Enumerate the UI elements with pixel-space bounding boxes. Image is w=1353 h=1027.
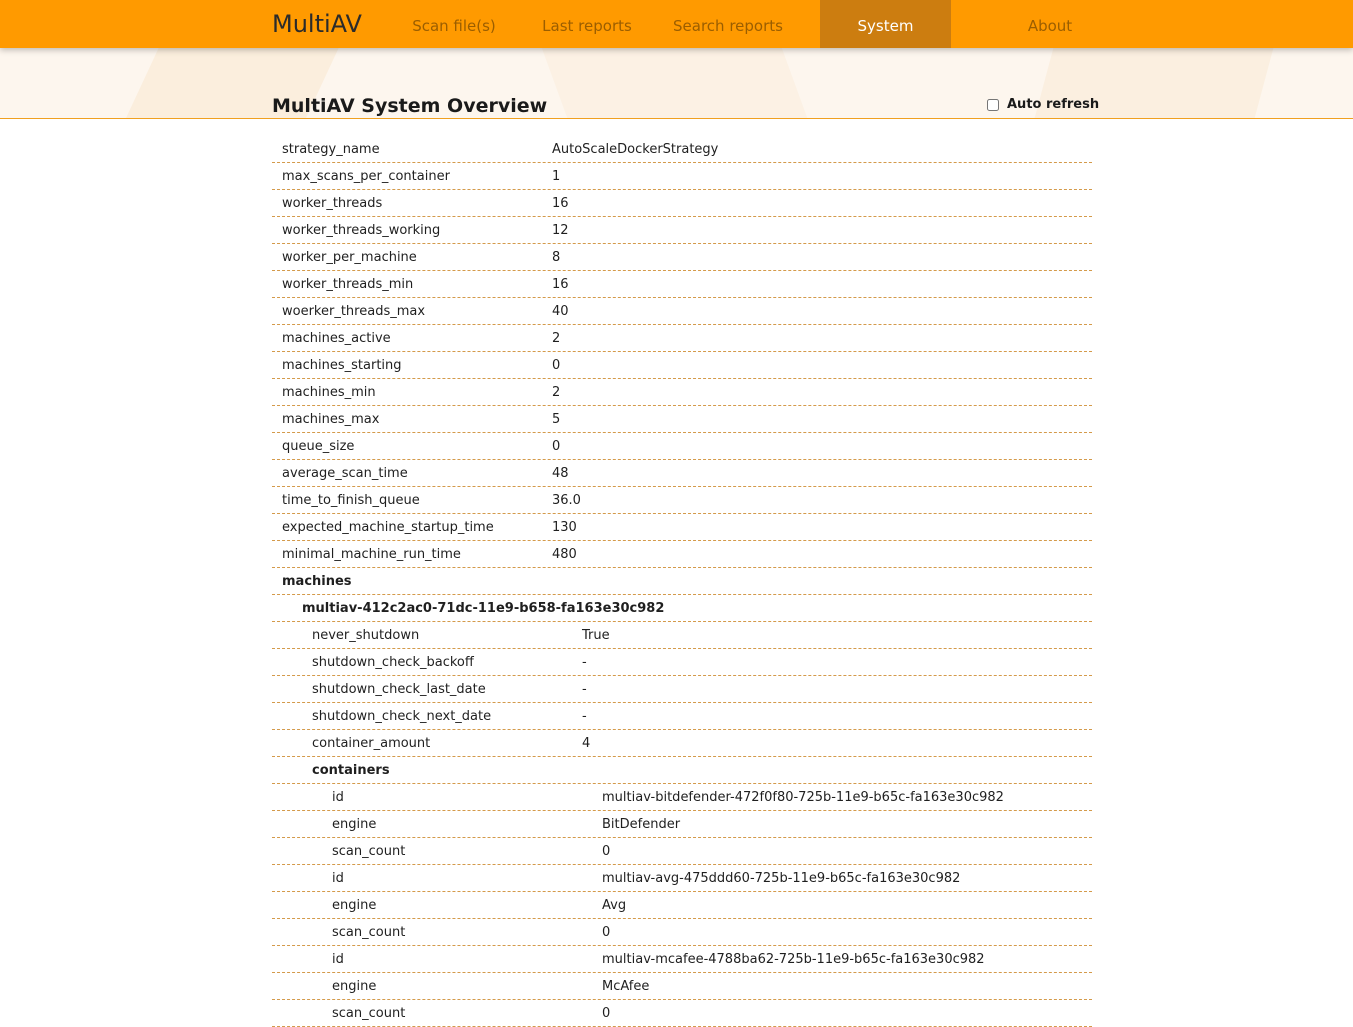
machine-prop-value: 4	[582, 735, 591, 751]
machine-prop-value: -	[582, 708, 587, 724]
container-key: scan_count	[332, 924, 406, 940]
stat-key: queue_size	[282, 438, 355, 454]
stat-value: 2	[552, 384, 561, 400]
stat-key: machines_max	[282, 411, 380, 427]
stat-key: minimal_machine_run_time	[282, 546, 461, 562]
nav-about[interactable]: About	[1027, 17, 1073, 35]
table-row	[272, 649, 1092, 676]
stat-key: time_to_finish_queue	[282, 492, 420, 508]
table-row	[272, 514, 1092, 541]
stat-key: worker_threads	[282, 195, 383, 211]
stat-value: 16	[552, 276, 569, 292]
container-value: multiav-mcafee-4788ba62-725b-11e9-b65c-fa163e30c982	[602, 951, 985, 967]
table-row	[272, 298, 1092, 325]
stat-key: woerker_threads_max	[282, 303, 426, 319]
container-value: 0	[602, 924, 611, 940]
table-row	[272, 217, 1092, 244]
table-row	[272, 838, 1092, 865]
stat-key: machines_min	[282, 384, 376, 400]
container-key: engine	[332, 978, 377, 994]
header-decoration	[535, 48, 826, 119]
system-overview-table	[272, 136, 1092, 1027]
stat-key: machines_active	[282, 330, 391, 346]
table-row	[272, 163, 1092, 190]
container-key: id	[332, 951, 344, 967]
top-navigation	[0, 0, 1353, 48]
section-label: machines	[282, 573, 352, 589]
table-row	[272, 352, 1092, 379]
table-row	[272, 244, 1092, 271]
container-value: 0	[602, 843, 611, 859]
table-row	[272, 433, 1092, 460]
auto-refresh-checkbox[interactable]	[987, 99, 999, 111]
container-key: engine	[332, 897, 377, 913]
machine-prop-value: -	[582, 681, 587, 697]
stat-value: 480	[552, 546, 577, 562]
stat-key: worker_threads_working	[282, 222, 441, 238]
container-value: 0	[602, 1005, 611, 1021]
containers-header	[272, 757, 1092, 784]
nav-search-reports[interactable]: Search reports	[673, 17, 783, 35]
table-row	[272, 325, 1092, 352]
table-row	[272, 892, 1092, 919]
table-row	[272, 946, 1092, 973]
stat-key: worker_threads_min	[282, 276, 414, 292]
stat-value: 36.0	[552, 492, 581, 508]
table-row	[272, 784, 1092, 811]
stat-value: 0	[552, 357, 561, 373]
container-key: scan_count	[332, 1005, 406, 1021]
container-key: id	[332, 870, 344, 886]
stat-value: AutoScaleDockerStrategy	[552, 141, 719, 157]
table-row	[272, 919, 1092, 946]
table-row	[272, 541, 1092, 568]
section-label: containers	[312, 762, 390, 778]
nav-last-reports[interactable]: Last reports	[542, 17, 632, 35]
stat-value: 0	[552, 438, 561, 454]
brand-logo[interactable]: MultiAV	[272, 10, 362, 38]
stat-value: 130	[552, 519, 577, 535]
stat-value: 1	[552, 168, 561, 184]
stat-value: 12	[552, 222, 569, 238]
table-row	[272, 406, 1092, 433]
table-row	[272, 190, 1092, 217]
machine-prop-key: shutdown_check_backoff	[312, 654, 474, 670]
table-row	[272, 460, 1092, 487]
table-row	[272, 703, 1092, 730]
table-row	[272, 973, 1092, 1000]
stat-value: 2	[552, 330, 561, 346]
stat-key: average_scan_time	[282, 465, 408, 481]
machine-prop-key: container_amount	[312, 735, 431, 751]
stat-value: 8	[552, 249, 561, 265]
table-row	[272, 811, 1092, 838]
table-row	[272, 622, 1092, 649]
nav-system[interactable]: System	[820, 0, 951, 48]
stat-value: 48	[552, 465, 569, 481]
table-row	[272, 730, 1092, 757]
stat-value: 40	[552, 303, 569, 319]
machine-name: multiav-412c2ac0-71dc-11e9-b658-fa163e30c982	[302, 600, 665, 616]
container-key: scan_count	[332, 843, 406, 859]
container-key: engine	[332, 816, 377, 832]
table-row	[272, 676, 1092, 703]
stat-key: expected_machine_startup_time	[282, 519, 494, 535]
container-value: Avg	[602, 897, 627, 913]
table-row	[272, 271, 1092, 298]
table-row	[272, 379, 1092, 406]
nav-scan-files[interactable]: Scan file(s)	[412, 17, 496, 35]
stat-key: strategy_name	[282, 141, 380, 157]
machine-prop-value: True	[582, 627, 610, 643]
machine-header	[272, 595, 1092, 622]
table-row	[272, 1000, 1092, 1027]
machine-prop-key: shutdown_check_last_date	[312, 681, 486, 697]
container-key: id	[332, 789, 344, 805]
auto-refresh-label: Auto refresh	[1007, 97, 1100, 112]
machine-prop-value: -	[582, 654, 587, 670]
table-row	[272, 487, 1092, 514]
machines-section-header	[272, 568, 1092, 595]
page-header	[0, 48, 1353, 119]
page-title: MultiAV System Overview	[272, 95, 548, 117]
machine-prop-key: shutdown_check_next_date	[312, 708, 492, 724]
container-value: multiav-bitdefender-472f0f80-725b-11e9-b65c-fa163e30c982	[602, 789, 1004, 805]
container-value: BitDefender	[602, 816, 681, 832]
stat-value: 16	[552, 195, 569, 211]
auto-refresh-toggle[interactable]	[987, 97, 1099, 112]
stat-key: machines_starting	[282, 357, 402, 373]
container-value: multiav-avg-475ddd60-725b-11e9-b65c-fa163e30c982	[602, 870, 961, 886]
stat-value: 5	[552, 411, 561, 427]
table-row	[272, 865, 1092, 892]
machine-prop-key: never_shutdown	[312, 627, 420, 643]
stat-key: max_scans_per_container	[282, 168, 450, 184]
stat-key: worker_per_machine	[282, 249, 417, 265]
container-value: McAfee	[602, 978, 650, 994]
table-row	[272, 136, 1092, 163]
